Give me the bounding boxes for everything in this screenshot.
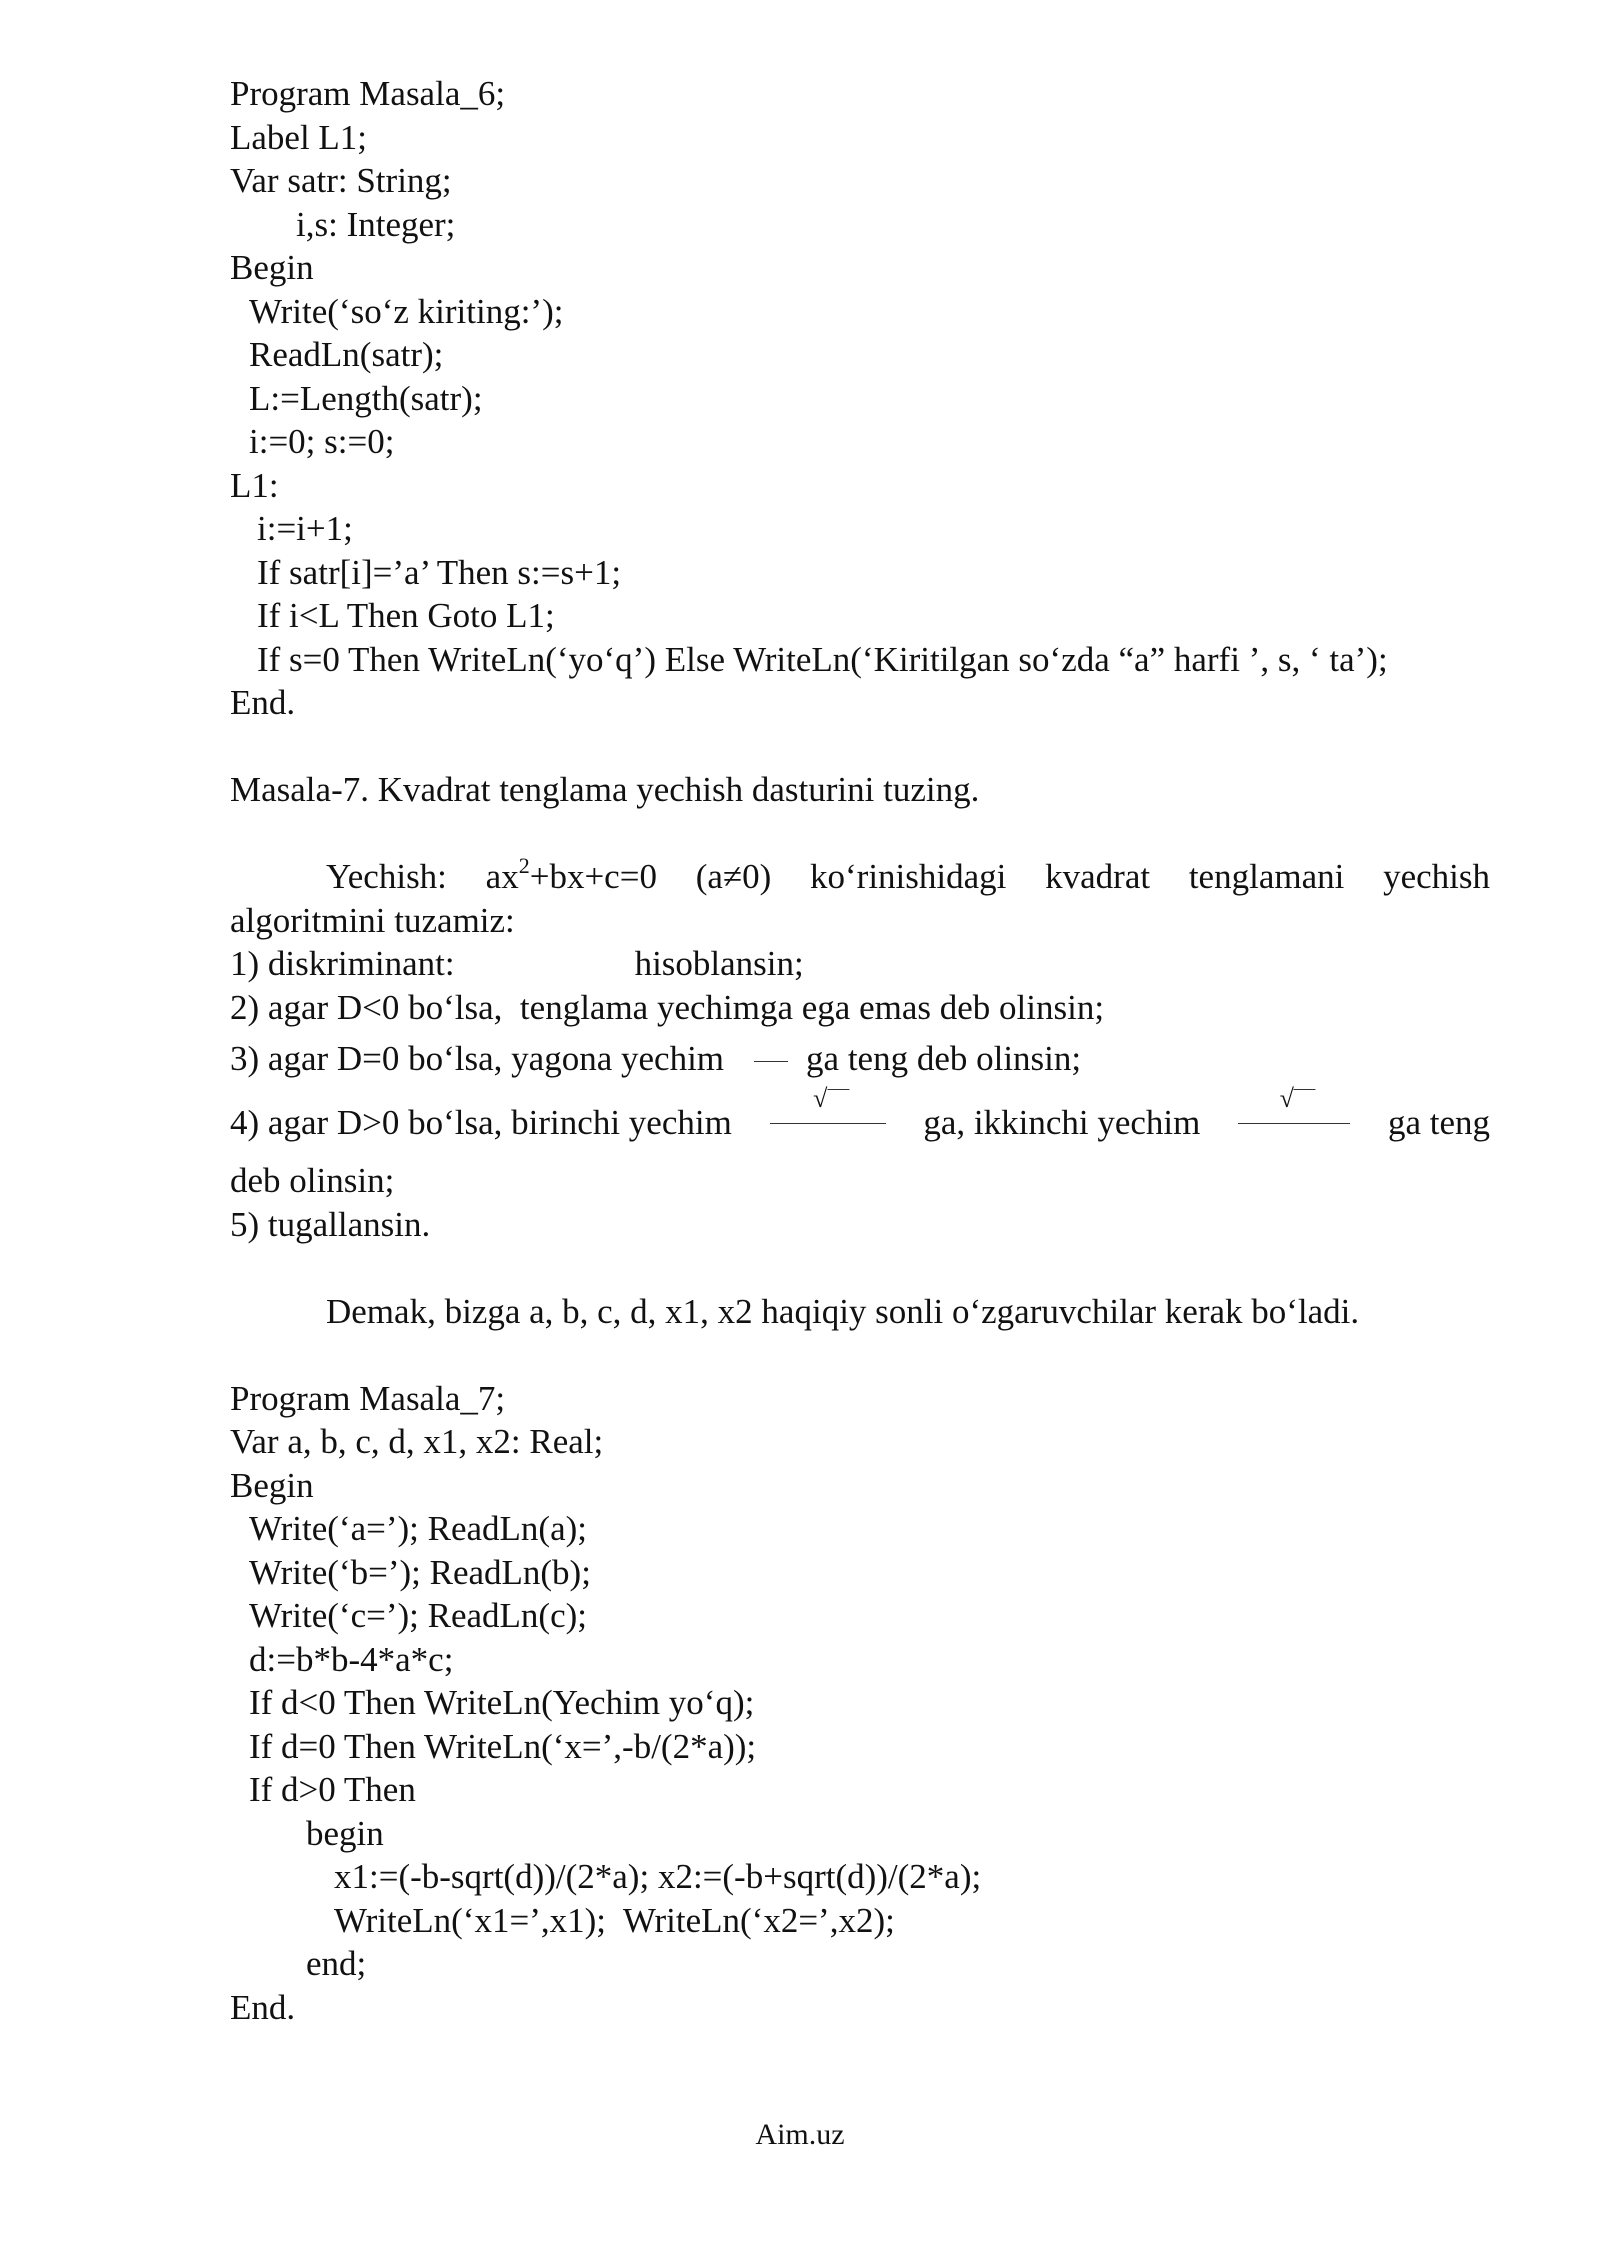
code-line: i:=i+1; xyxy=(257,509,353,548)
solution-intro-cont: algoritmini tuzamiz: xyxy=(230,900,515,940)
intro-pre: Yechish: ax xyxy=(326,857,519,896)
code-line: Write(‘so‘z kiriting:’); xyxy=(249,291,564,331)
code-line: L1: xyxy=(230,465,279,505)
code-line: ReadLn(satr); xyxy=(249,335,444,374)
task-heading: Masala-7. Kvadrat tenglama yechish dasturini tuzing. xyxy=(230,770,980,809)
step-4-end: ga teng xyxy=(1387,1103,1490,1143)
code-block-masala-6 xyxy=(230,72,1490,725)
step-4-label: 4) agar D>0 bo‘lsa, birinchi yechim xyxy=(230,1103,732,1143)
code-line: begin xyxy=(306,1813,384,1853)
code-line: L:=Length(satr); xyxy=(249,378,483,418)
code-block-masala-7 xyxy=(230,1377,1490,2030)
code-line: If d<0 Then WriteLn(Yechim yo‘q); xyxy=(249,1683,755,1722)
page-footer: Aim.uz xyxy=(755,2118,845,2151)
code-line: i:=0; s:=0; xyxy=(249,422,395,461)
intro-superscript: 2 xyxy=(518,853,530,879)
code-line: Var satr: String; xyxy=(230,161,452,200)
fraction-line xyxy=(754,1061,788,1062)
step-3-end: ga teng deb olinsin; xyxy=(806,1039,1082,1078)
code-line: If d>0 Then xyxy=(249,1770,416,1809)
code-line: End. xyxy=(230,683,296,722)
code-line: Program Masala_7; xyxy=(230,1378,506,1418)
solution-intro xyxy=(230,855,1490,899)
step-1 xyxy=(230,942,1490,986)
fraction-line-2 xyxy=(1238,1083,1350,1124)
code-line: d:=b*b-4*a*c; xyxy=(249,1639,454,1679)
step-2: 2) agar D<0 bo‘lsa, tenglama yechimga ega emas deb olinsin; xyxy=(230,987,1105,1027)
code-line: Label L1; xyxy=(230,117,368,157)
code-line: If i<L Then Goto L1; xyxy=(257,596,555,635)
step-3 xyxy=(230,1029,1490,1089)
step-4-cont: deb olinsin; xyxy=(230,1161,395,1200)
sqrt-icon: √ xyxy=(1280,1086,1316,1112)
step-4 xyxy=(230,1083,1490,1157)
code-line: WriteLn(‘x1=’,x1); WriteLn(‘x2=’,x2); xyxy=(334,1900,895,1940)
code-line: x1:=(-b-sqrt(d))/(2*a); x2:=(-b+sqrt(d))/(2*a); xyxy=(334,1857,982,1896)
step-1-label: 1) diskriminant: xyxy=(230,944,455,983)
step-3-label: 3) agar D=0 bo‘lsa, yagona yechim xyxy=(230,1039,725,1078)
fraction-line-1 xyxy=(770,1083,886,1124)
document-page xyxy=(230,72,1490,2029)
code-line: Begin xyxy=(230,248,314,287)
code-line: Program Masala_6; xyxy=(230,74,506,113)
code-line: Write(‘a=’); ReadLn(a); xyxy=(249,1509,588,1548)
step-1-end: hisoblansin; xyxy=(634,944,804,983)
code-line: end; xyxy=(306,1944,367,1983)
step-4-mid: ga, ikkinchi yechim xyxy=(923,1103,1201,1143)
step-5: 5) tugallansin. xyxy=(230,1204,431,1244)
code-line: i,s: Integer; xyxy=(296,204,456,244)
code-line: Write(‘b=’); ReadLn(b); xyxy=(249,1552,591,1592)
sqrt-icon: √ xyxy=(813,1086,849,1112)
intro-post: +bx+c=0 (a≠0) ko‘rinishidagi kvadrat tenglamani yechish xyxy=(529,857,1490,896)
code-line: End. xyxy=(230,1987,296,2027)
code-line: Var a, b, c, d, x1, x2: Real; xyxy=(230,1422,604,1461)
code-line: Begin xyxy=(230,1465,314,1505)
code-line: If d=0 Then WriteLn(‘x=’,-b/(2*a)); xyxy=(249,1726,757,1766)
code-line: Write(‘c=’); ReadLn(c); xyxy=(249,1596,588,1635)
code-line: If satr[i]=’a’ Then s:=s+1; xyxy=(257,552,622,592)
code-line: If s=0 Then WriteLn(‘yo‘q’) Else WriteLn(‘Kiritilgan so‘zda “a” harfi ’, s, ‘ ta’); xyxy=(257,639,1388,679)
conclusion: Demak, bizga a, b, c, d, x1, x2 haqiqiy sonli o‘zgaruvchilar kerak bo‘ladi. xyxy=(326,1291,1360,1331)
